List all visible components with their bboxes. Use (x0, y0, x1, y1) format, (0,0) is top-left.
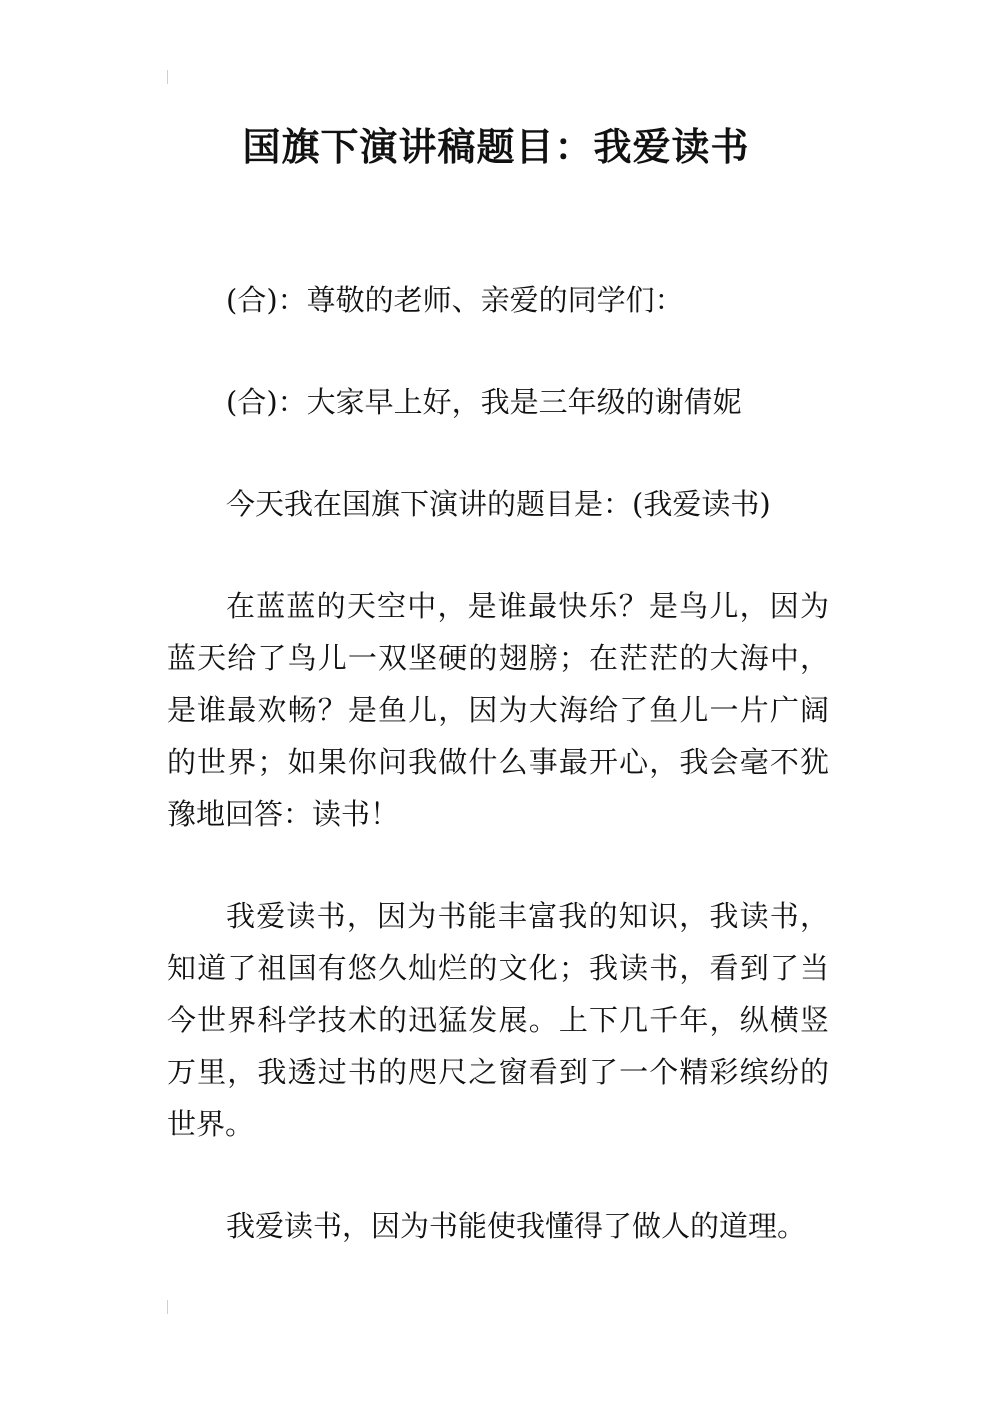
document-title: 国旗下演讲稿题目：我爱读书 (242, 125, 750, 169)
paragraph-self-introduction: (合)：大家早上好，我是三年级的谢倩妮 (226, 385, 742, 419)
paragraph-topic: 今天我在国旗下演讲的题目是：(我爱读书) (226, 487, 771, 521)
paragraph-body-3: 我爱读书，因为书能使我懂得了做人的道理。 (226, 1209, 807, 1243)
paragraph-body-2: 我爱读书，因为书能丰富我的知识，我读书，知道了祖国有悠久灿烂的文化；我读书，看到了当今世界科学技术的迅猛发展。上下几千年，纵横竖万里，我透过书的咫尺之窗看到了一个精彩缤纷的世界。 (167, 899, 829, 1141)
paragraph-greeting: (合)：尊敬的老师、亲爱的同学们： (226, 283, 684, 317)
paragraph-body-1: 在蓝蓝的天空中，是谁最快乐？是鸟儿，因为蓝天给了鸟儿一双坚硬的翅膀；在茫茫的大海中，是谁最欢畅？是鱼儿，因为大海给了鱼儿一片广阔的世界；如果你问我做什么事最开心，我会毫不犹豫地回答：读书！ (167, 589, 829, 831)
page-corner-mark-top (167, 70, 168, 84)
page-corner-mark-bottom (167, 1300, 168, 1314)
document-body (167, 274, 829, 1302)
